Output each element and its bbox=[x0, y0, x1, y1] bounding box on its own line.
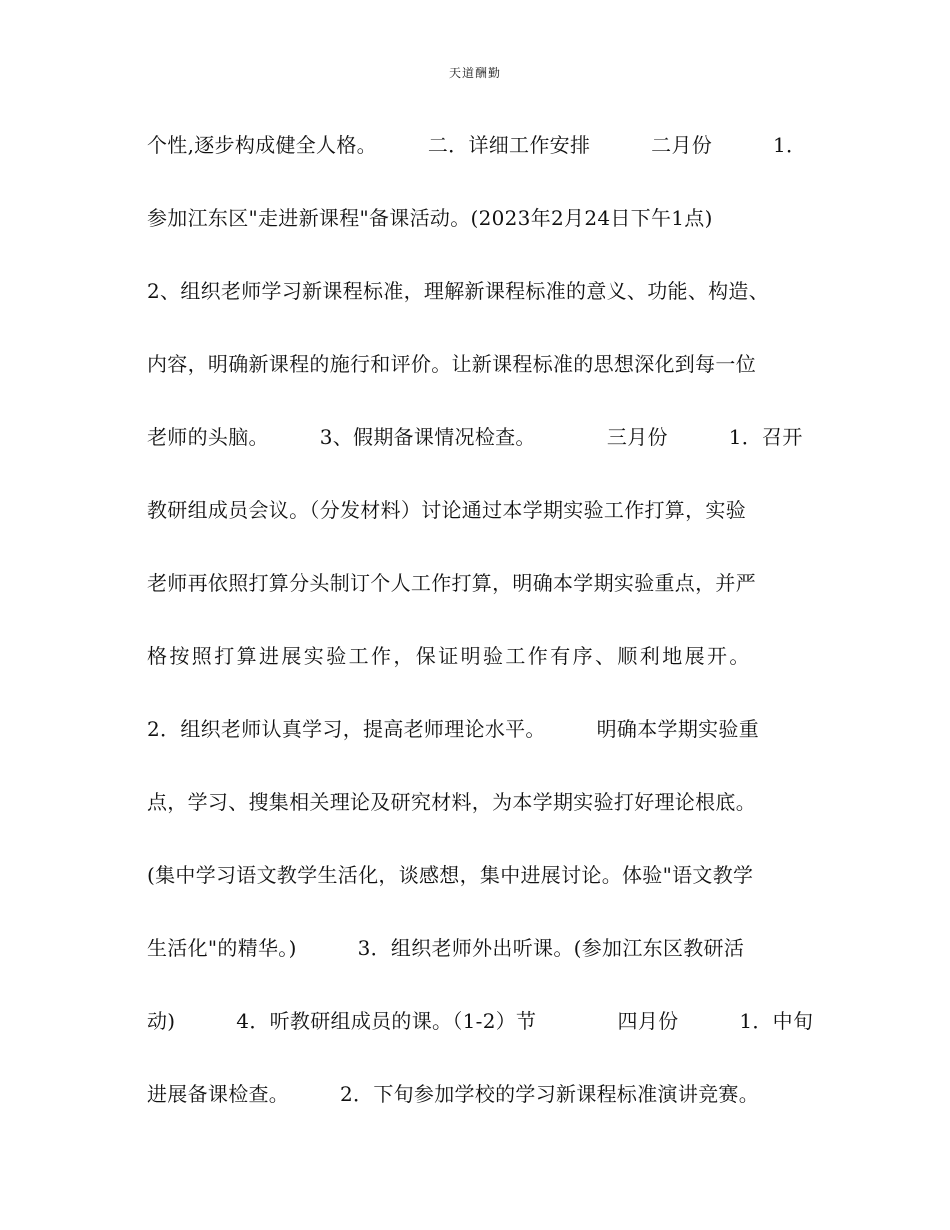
text-line: 老师的头脑。 3、假期备课情况检查。 三月份 1．召开 bbox=[147, 425, 803, 449]
text-line: 2、组织老师学习新课程标准，理解新课程标准的意义、功能、构造、 bbox=[147, 279, 770, 303]
text-line: (集中学习语文教学生活化，谈感想，集中进展讨论。体验"语文教学 bbox=[147, 863, 754, 887]
text-line: 点，学习、搜集相关理论及研究材料，为本学期实验打好理论根底。 bbox=[147, 790, 756, 814]
text-line: 生活化"的精华。) 3．组织老师外出听课。(参加江东区教研活 bbox=[147, 936, 745, 960]
text-line: 进展备课检查。 2．下旬参加学校的学习新课程标准演讲竞赛。 bbox=[147, 1082, 760, 1106]
text-line: 个性,逐步构成健全人格。 二．详细工作安排 二月份 1． bbox=[147, 133, 807, 157]
page-header-title: 天道酬勤 bbox=[448, 66, 501, 80]
text-line: 内容，明确新课程的施行和评价。让新课程标准的思想深化到每一位 bbox=[147, 352, 756, 376]
text-line: 格按照打算进展实验工作，保证明验工作有序、顺利地展开。 bbox=[147, 644, 752, 668]
text-line: 参加江东区"走进新课程"备课活动。(2023年2月24日下午1点) bbox=[147, 206, 713, 230]
text-line: 老师再依照打算分头制订个人工作打算，明确本学期实验重点，并严 bbox=[147, 571, 756, 595]
document-body bbox=[147, 122, 827, 1144]
text-line: 教研组成员会议。（分发材料）讨论通过本学期实验工作打算，实验 bbox=[147, 498, 746, 522]
text-line: 动) 4．听教研组成员的课。（1-2）节 四月份 1．中旬 bbox=[147, 1009, 814, 1033]
text-line: 2．组织老师认真学习，提高老师理论水平。 明确本学期实验重 bbox=[147, 717, 760, 741]
